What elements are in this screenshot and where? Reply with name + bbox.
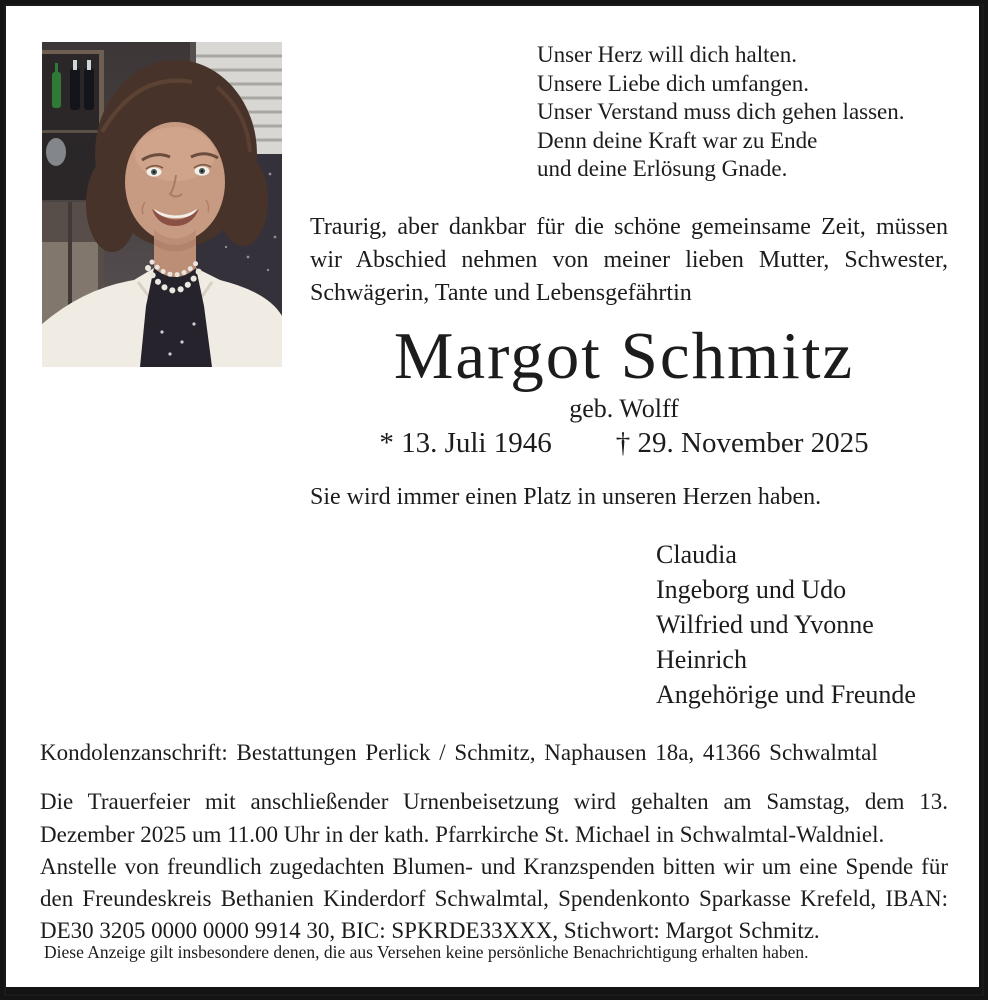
- death-date: † 29. November 2025: [615, 427, 869, 459]
- maiden-name: geb. Wolff: [569, 394, 679, 423]
- mourners-list: [656, 537, 916, 712]
- mourner-name: Claudia: [656, 540, 737, 569]
- mourner-name: Angehörige und Freunde: [656, 680, 916, 709]
- small-print: Diese Anzeige gilt insbesondere denen, die aus Versehen keine persönliche Benachrichtigung erhalten haben.: [44, 942, 809, 962]
- poem-line: Denn deine Kraft war zu Ende: [537, 127, 818, 153]
- birth-date: * 13. Juli 1946: [379, 427, 552, 459]
- poem-line: Unser Verstand muss dich gehen lassen.: [537, 99, 905, 125]
- poem-line: und deine Erlösung Gnade.: [537, 156, 788, 182]
- tribute-line: Sie wird immer einen Platz in unseren Herzen haben.: [310, 484, 822, 510]
- poem: [537, 41, 905, 184]
- intro-paragraph: Traurig, aber dankbar für die schöne gemeinsame Zeit, müssen wir Abschied nehmen von meiner lieben Mutter, Schwester, Schwägerin, Tante und Lebensgefährtin: [310, 214, 948, 306]
- portrait-photo: [42, 42, 282, 367]
- poem-line: Unser Herz will dich halten.: [537, 42, 797, 67]
- poem-line: Unsere Liebe dich umfangen.: [537, 70, 810, 96]
- mourner-name: Wilfried und Yvonne: [656, 610, 874, 639]
- service-info: Die Trauerfeier mit anschließender Urnenbeisetzung wird gehalten am Samstag, dem 13. Dezember 2025 um 11.00 Uhr in der kath. Pfarrkirche St. Michael in Schwalmtal-Waldniel.: [40, 789, 948, 847]
- deceased-name: Margot Schmitz: [393, 319, 855, 393]
- mourner-name: Ingeborg und Udo: [656, 575, 847, 604]
- life-dates: [298, 427, 950, 459]
- condolence-address: Kondolenzanschrift: Bestattungen Perlick / Schmitz, Naphausen 18a, 41366 Schwalmtal: [40, 740, 878, 765]
- face: [125, 122, 225, 242]
- mourner-name: Heinrich: [656, 645, 747, 674]
- donation-info: Anstelle von freundlich zugedachten Blumen- und Kranzspenden bitten wir um eine Spende für den Freundeskreis Bethanien Kinderdorf Schwalmtal, Spendenkonto Sparkasse Krefeld, IBAN: DE30 3205 0000 0000 9914 30, BIC: SPKRDE33XXX, Stichwort: Margot Schmitz.: [40, 854, 948, 943]
